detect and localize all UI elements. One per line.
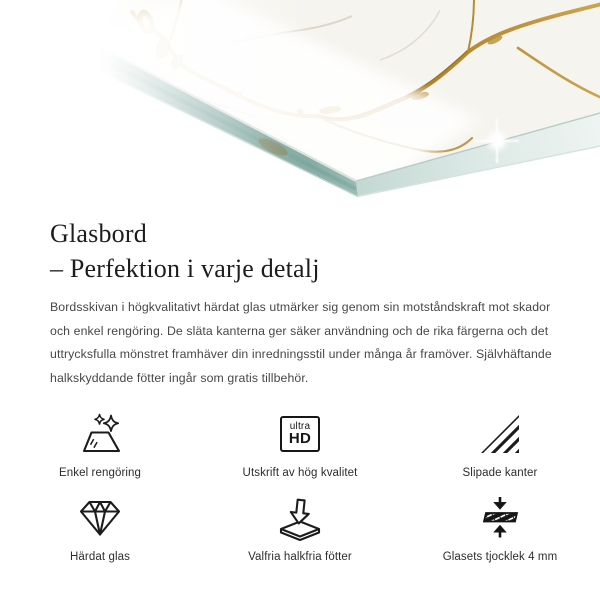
diamond-tempered-glass-icon xyxy=(76,494,124,542)
glass-thickness-icon xyxy=(476,494,524,542)
feature-polished-edges xyxy=(400,410,600,479)
title-line-1: Glasbord xyxy=(50,219,147,248)
feature-hd-print xyxy=(200,410,400,479)
feature-label: Utskrift av hög kvalitet xyxy=(242,467,358,479)
polished-edges-icon xyxy=(476,410,524,458)
feature-label: Glasets tjocklek 4 mm xyxy=(442,551,558,563)
product-photo xyxy=(0,0,600,210)
feature-label: Slipade kanter xyxy=(462,467,538,479)
arrow-down-on-pad-icon xyxy=(276,494,324,542)
feature-label: Valfria halkfria fötter xyxy=(248,551,352,563)
uhd-icon-text-hd: HD xyxy=(288,430,312,447)
uhd-icon-text-ultra: ultra xyxy=(289,421,311,432)
page-title xyxy=(50,216,550,286)
ultra-hd-print-icon xyxy=(280,410,320,458)
feature-easy-cleaning xyxy=(0,410,200,479)
sparkle-clean-surface-icon xyxy=(76,410,124,458)
features-grid xyxy=(0,410,600,563)
white-fade-overlay xyxy=(0,0,330,210)
intro-paragraph: Bordsskivan i högkvalitativt härdat glas utmärker sig genom sin motståndskraft mot skador och enkel rengöring. De släta kanterna ger säker användning och de rika färgerna och det uttrycksfulla mönstret framhäver din inredningsstil under många år framöver. Självhäftande halkskyddande fötter ingår som gratis tillbehör. xyxy=(50,300,552,385)
feature-non-slip-feet xyxy=(200,494,400,563)
feature-tempered-glass xyxy=(0,494,200,563)
glass-board-marble-image xyxy=(0,0,600,210)
feature-glass-thickness xyxy=(400,494,600,563)
content-section xyxy=(0,216,600,563)
feature-label: Härdat glas xyxy=(70,551,130,563)
title-line-2: – Perfektion i varje detalj xyxy=(50,254,320,283)
feature-label: Enkel rengöring xyxy=(58,467,142,479)
